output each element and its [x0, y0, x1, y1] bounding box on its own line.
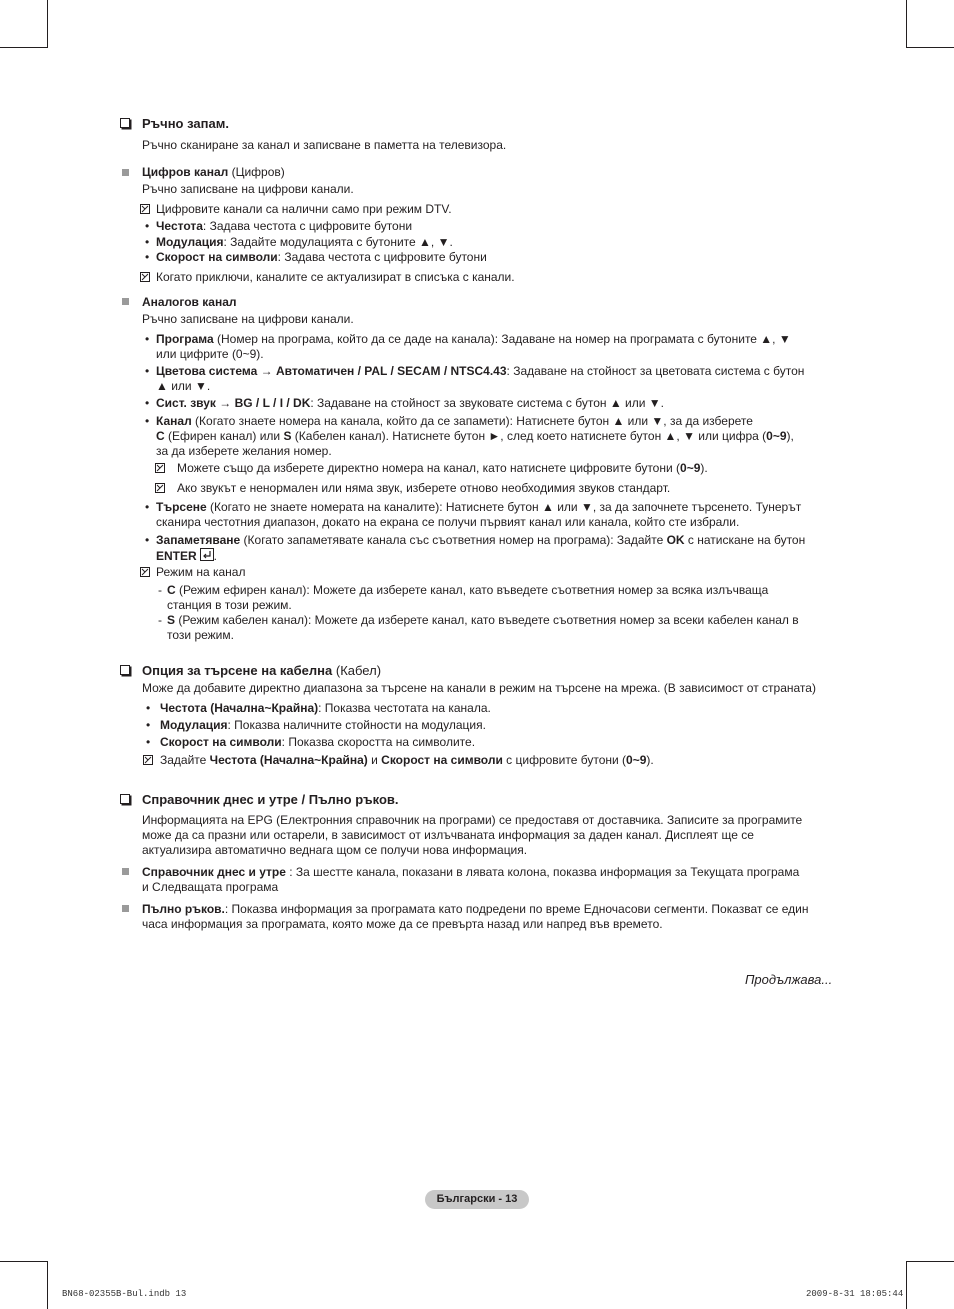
bullet: • [146, 718, 151, 732]
subsection-title: Аналогов канал [142, 295, 237, 309]
checkbox-icon [120, 794, 130, 804]
bullet: • [145, 219, 150, 233]
section-title: Опция за търсене на кабелна (Кабел) [142, 663, 382, 678]
list-item: C (Режим ефирен канал): Можете да изберете канал, като въведете съответния номер за всяка излъчваща [167, 583, 769, 597]
list-item: Търсене (Когато не знаете номерата на каналите): Натиснете бутон ▲ или ▼, за да започнете търсенето. Тунерът [156, 500, 802, 514]
list-item: S (Режим кабелен канал): Можете да изберете канал, като въведете съответния номер за всеки кабелен канал в [167, 613, 799, 627]
bullet: • [146, 701, 151, 715]
square-bullet-icon [122, 868, 129, 875]
bullet: • [146, 735, 151, 749]
section-desc: Информацията на EPG (Електронния справочник на програми) се предоставя от доставчика. Записите за програмите [142, 813, 803, 827]
list-item-cont: часа информация за програмата, която може да се превърта назад или напред във времето. [142, 917, 663, 931]
list-item: Сист. звук → BG / L / I / DK: Задаване на стойност за звуковате система с бутон ▲ или ▼. [156, 396, 665, 410]
list-item-cont: и Следващата програма [142, 880, 279, 894]
bullet: • [145, 396, 150, 410]
note-icon [143, 755, 153, 765]
list-item-cont: ▲ или ▼. [156, 379, 211, 393]
list-item: Справочник днес и утре : За шестте канала, показани в лявата колона, показва информация за Текущата програма [142, 865, 800, 879]
bullet: • [145, 364, 150, 378]
note-text: Цифровите канали са налични само при режим DTV. [156, 202, 452, 216]
list-item: Скорост на символи: Показва скоростта на символите. [160, 735, 476, 749]
list-item: Програма (Номер на програма, който да се даде на канала): Задаване на номер на програмата с бутоните ▲, ▼ [156, 332, 791, 346]
section-title: Справочник днес и утре / Пълно ръков. [142, 792, 399, 807]
note-text: Режим на канал [156, 565, 246, 579]
bullet: • [145, 500, 150, 514]
bullet: • [145, 235, 150, 249]
list-item: Цветова система → Автоматичен / PAL / SECAM / NTSC4.43: Задаване на стойност за цветовата система с бутон [156, 364, 805, 378]
list-item-cont: за да изберете желания номер. [156, 444, 332, 458]
list-item-cont: или цифрите (0~9). [156, 347, 264, 361]
crop-mark [906, 0, 907, 48]
checkbox-icon [120, 118, 130, 128]
note-text: Можете също да изберете директно номера на канал, като натиснете цифровите бутони (0~9). [177, 461, 708, 475]
bullet: • [145, 414, 150, 428]
crop-mark [906, 1261, 954, 1262]
subsection-desc: Ръчно записване на цифрови канали. [142, 312, 354, 326]
crop-mark [47, 0, 48, 48]
crop-mark [0, 1261, 48, 1262]
list-item: Честота: Задава честота с цифровите бутони [156, 219, 413, 233]
note-icon [155, 463, 165, 473]
note-text: Ако звукът е ненормален или няма звук, изберете отново необходимия звуков стандарт. [177, 481, 671, 495]
continues-label: Продължава... [745, 972, 833, 987]
list-item: Пълно ръков.: Показва информация за програмата като подредени по време Едночасови сегменти. Показват се един [142, 902, 809, 916]
crop-mark [906, 47, 954, 48]
section-desc: може да са празни или остарели, в зависимост от излъчваната информация за даден канал. Дисплеят ще се [142, 828, 754, 842]
checkbox-icon [120, 665, 130, 675]
slug-file: BN68-02355B-Bul.indb 13 [62, 1289, 187, 1299]
crop-mark [47, 1261, 48, 1309]
section-desc: Може да добавите директно диапазона за търсене на канали в режим на търсене на мрежа. (В зависимост от страната) [142, 681, 816, 695]
note-icon [140, 204, 150, 214]
note-text: Когато приключи, каналите се актуализират в списъка с канали. [156, 270, 515, 284]
enter-icon [200, 548, 214, 561]
square-bullet-icon [122, 298, 129, 305]
page-number-badge: Български - 13 [425, 1190, 529, 1209]
list-item: Канал (Когато знаете номера на канала, който да се запамети): Натиснете бутон ▲ или ▼, за да изберете [156, 414, 753, 428]
list-item: Честота (Начална~Крайна): Показва честотата на канала. [160, 701, 491, 715]
note-icon [140, 272, 150, 282]
crop-mark [0, 47, 48, 48]
list-item: Скорост на символи: Задава честота с цифровите бутони [156, 250, 487, 264]
section-desc: Ръчно сканиране за канал и записване в паметта на телевизора. [142, 138, 507, 152]
list-item-cont: този режим. [167, 628, 234, 642]
note-icon [140, 567, 150, 577]
bullet: • [145, 533, 150, 547]
square-bullet-icon [122, 169, 129, 176]
square-bullet-icon [122, 905, 129, 912]
subsection-title: Цифров канал (Цифров) [142, 165, 285, 179]
dash-bullet: - [158, 613, 162, 627]
section-title: Ръчно запам. [142, 116, 229, 131]
list-item: Запаметяване (Когато запаметявате канала със съответния номер на програма): Задайте OK с натискане на бутон [156, 533, 806, 547]
section-desc: актуализира автоматично веднага щом се получи нова информация. [142, 843, 528, 857]
list-item-cont: сканира честотния диапазон, докато на екрана се получи първият канал или канала, който сте избрали. [156, 515, 740, 529]
crop-mark [906, 1261, 907, 1309]
list-item-cont: ENTER . [156, 549, 218, 563]
list-item: Модулация: Показва наличните стойности на модулация. [160, 718, 486, 732]
list-item: Модулация: Задайте модулацията с бутоните ▲, ▼. [156, 235, 453, 249]
bullet: • [145, 332, 150, 346]
slug-date: 2009-8-31 18:05:44 [806, 1289, 904, 1299]
subsection-desc: Ръчно записване на цифрови канали. [142, 182, 354, 196]
list-item-cont: C (Ефирен канал) или S (Кабелен канал). Натиснете бутон ►, след което натиснете бутон ▲, ▼ или цифра (0~9), [156, 429, 794, 443]
dash-bullet: - [158, 583, 162, 597]
bullet: • [145, 250, 150, 264]
list-item-cont: станция в този режим. [167, 598, 292, 612]
note-text: Задайте Честота (Начална~Крайна) и Скорост на символи с цифровите бутони (0~9). [160, 753, 654, 767]
note-icon [155, 483, 165, 493]
